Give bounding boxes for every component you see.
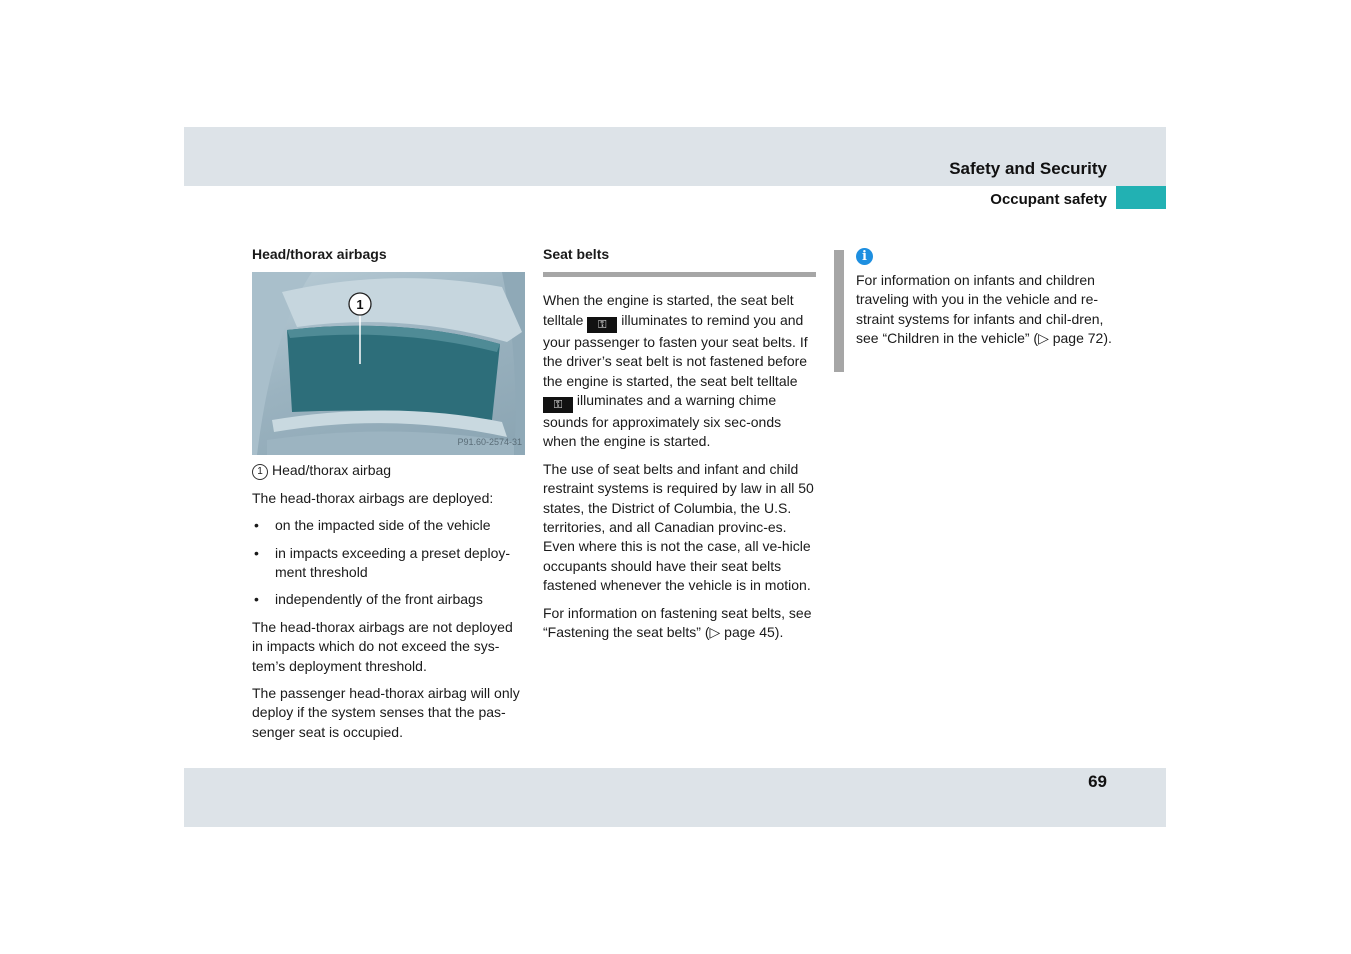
paragraph-text: illuminates and a warning chime sounds for approximately six sec-onds when the engine is started. <box>543 392 782 450</box>
list-item: • on the impacted side of the vehicle <box>252 516 525 535</box>
figure-code: P91.60-2574-31 <box>457 437 522 447</box>
caption-text: Head/thorax airbag <box>272 462 392 479</box>
section-title: Safety and Security <box>949 159 1107 178</box>
seat-belt-law-paragraph: The use of seat belts and infant and child restraint systems is required by law in all 50 states, the District of Columbia, the U.S. territories, and all Canadian provinc-es. Even where this is not the case, all ve-hicle occupants should have their seat belts fastened whenever the vehicle is in motion. <box>543 460 814 594</box>
seat-belt-telltale-icon: ⚿ <box>543 397 573 413</box>
caption-number: 1 <box>252 464 268 480</box>
figure-caption <box>252 461 525 480</box>
heading-seat-belts: Seat belts <box>543 246 610 262</box>
footer-band <box>184 768 1166 827</box>
head-thorax-airbag-figure <box>252 272 525 455</box>
heading-rule <box>543 272 816 277</box>
section-tab-marker <box>1116 186 1166 209</box>
seat-belt-telltale-icon: ⚿ <box>587 317 617 333</box>
page-number: 69 <box>1088 772 1107 791</box>
seat-belt-telltale-paragraph <box>543 291 816 451</box>
list-item: • in impacts exceeding a preset deploy-ment threshold <box>252 544 525 583</box>
paragraph-text: When the engine is started, the seat belt telltale <box>543 292 794 328</box>
column-head-thorax-airbags <box>252 245 525 750</box>
info-note-text: For information on infants and children traveling with you in the vehicle and re-straint systems for infants and chil-dren, see “Children in the vehicle” (▷ page 72). <box>856 272 1112 347</box>
heading-head-thorax-airbags: Head/thorax airbags <box>252 246 387 262</box>
fastening-reference-paragraph: For information on fastening seat belts, see “Fastening the seat belts” (▷ page 45). <box>543 604 812 641</box>
list-item: • independently of the front airbags <box>252 590 525 609</box>
subsection-title: Occupant safety <box>990 191 1107 208</box>
column-seat-belts <box>543 245 816 651</box>
info-icon: i <box>856 248 873 265</box>
callout-1-label: 1 <box>356 297 364 313</box>
info-bar <box>834 250 844 372</box>
paragraph-text: illuminates to remind you and your passenger to fasten your seat belts. If the driver’s seat belt is not fastened before the engine is started, the seat belt telltale <box>543 311 808 389</box>
non-deployment-paragraph: The head-thorax airbags are not deployed in impacts which do not exceed the sys-tem’s deployment threshold. <box>252 618 513 674</box>
deployment-intro: The head-thorax airbags are deployed: <box>252 489 494 506</box>
deployment-conditions-list <box>252 516 525 610</box>
passenger-airbag-paragraph: The passenger head-thorax airbag will only deploy if the system senses that the pas-senger seat is occupied. <box>252 685 520 740</box>
column-info-note <box>856 245 1116 357</box>
door-illustration <box>252 272 525 455</box>
